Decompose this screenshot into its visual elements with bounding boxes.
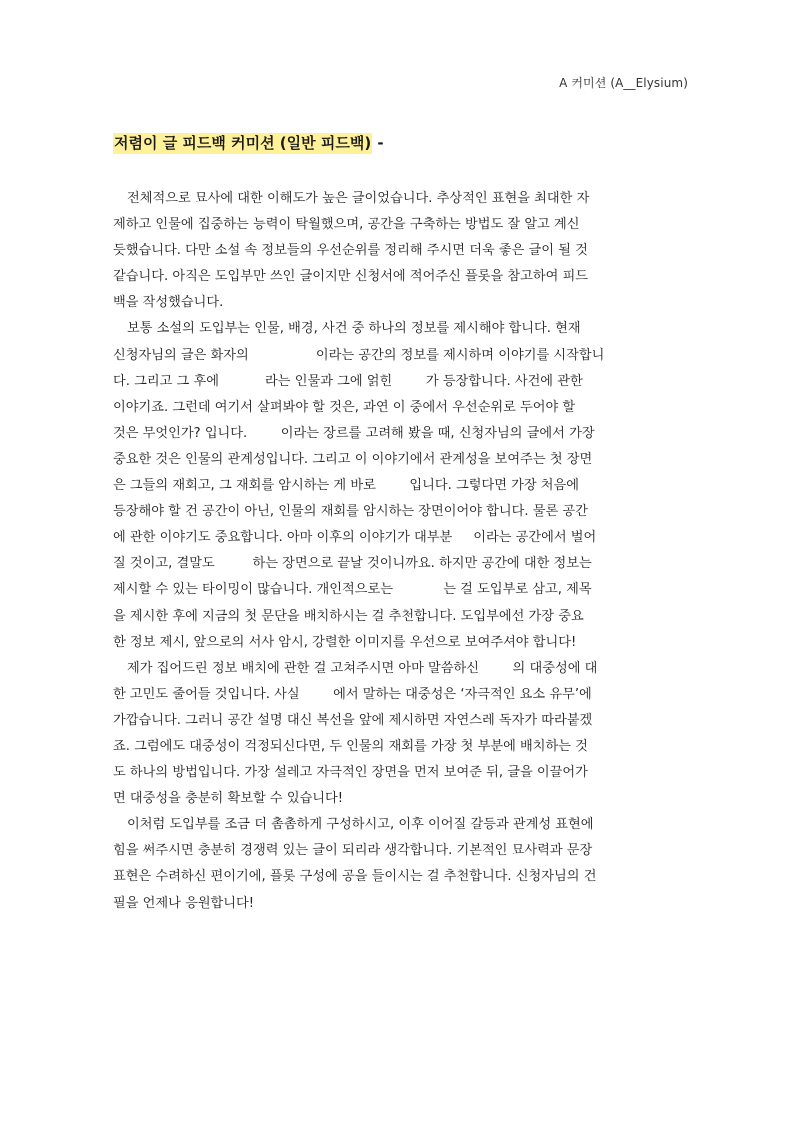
- paragraph-line: 같습니다. 아직은 도입부만 쓰인 글이지만 신청서에 적어주신 플롯을 참고하여 피드: [113, 269, 589, 285]
- document-title: [113, 132, 384, 153]
- paragraph-line: 것은 무엇인가? 입니다. 이라는 장르를 고려해 봤을 때, 신청자님의 글에서 가장: [113, 425, 595, 441]
- paragraph-line: 이처럼 도입부를 조금 더 촘촘하게 구성하시고, 이후 이어질 갈등과 관계성 표현에: [127, 817, 594, 833]
- paragraph-line: 제가 집어드린 정보 배치에 관한 걸 고쳐주시면 아마 말씀하신 의 대중성에 대: [127, 660, 598, 676]
- paragraph-line: 제하고 인물에 집중하는 능력이 탁월했으며, 공간을 구축하는 방법도 잘 알고 계신: [113, 217, 580, 233]
- paragraph-line: 을 제시한 후에 지금의 첫 문단을 배치하시는 걸 추천합니다. 도입부에선 가장 중요: [113, 608, 584, 624]
- paragraph-line: 필을 언제나 응원합니다!: [113, 895, 255, 911]
- paragraph-line: 보통 소설의 도입부는 인물, 배경, 사건 중 하나의 정보를 제시해야 합니다. 현재: [127, 321, 581, 337]
- paragraph-line: 표현은 수려하신 편이기에, 플롯 구성에 공을 들이시는 걸 추천합니다. 신청자님의 건: [113, 869, 597, 885]
- paragraph-line: 죠. 그럼에도 대중성이 걱정되신다면, 두 인물의 재회를 가장 첫 부분에 배치하는 것: [113, 738, 588, 754]
- document-header: A 커미션 (A__Elysium): [559, 76, 688, 90]
- paragraph-line: 도 하나의 방법입니다. 가장 설레고 자극적인 장면을 먼저 보여준 뒤, 글을 이끌어가: [113, 765, 588, 781]
- paragraph-line: 전체적으로 묘사에 대한 이해도가 높은 글이었습니다. 추상적인 표현을 최대한 자: [127, 191, 590, 206]
- paragraph-line: 중요한 것은 인물의 관계성입니다. 그리고 이 이야기에서 관계성을 보여주는 첫 장면: [113, 451, 593, 467]
- paragraph-line: 은 그들의 재회고, 그 재회를 암시하는 게 바로 입니다. 그렇다면 가장 처음에: [113, 478, 580, 494]
- feedback-body: [113, 186, 696, 917]
- paragraph-line: 제시할 수 있는 타이밍이 많습니다. 개인적으로는 는 걸 도입부로 삼고, 제목: [113, 582, 592, 598]
- paragraph-line: 백을 작성했습니다.: [113, 295, 224, 311]
- paragraph-line: 한 고민도 줄어들 것입니다. 사실 에서 말하는 대중성은 ‘자극적인 요소 유무’에: [113, 686, 592, 702]
- paragraph-line: 신청자님의 글은 화자의 이라는 공간의 정보를 제시하며 이야기를 시작합니: [113, 347, 605, 363]
- title-suffix: -: [372, 134, 384, 152]
- paragraph-line: 한 정보 제시, 앞으로의 서사 암시, 강렬한 이미지를 우선으로 보여주셔야 합니다!: [113, 634, 577, 650]
- paragraph-line: 힘을 써주시면 충분히 경쟁력 있는 글이 되리라 생각합니다. 기본적인 묘사력과 문장: [113, 843, 593, 859]
- paragraph-line: 질 것이고, 결말도 하는 장면으로 끝날 것이니까요. 하지만 공간에 대한 정보는: [113, 556, 592, 572]
- paragraph-line: 에 관한 이야기도 중요합니다. 아마 이후의 이야기가 대부분 이라는 공간에서 벌어: [113, 530, 597, 546]
- paragraph-line: 이야기죠. 그런데 여기서 살펴봐야 할 것은, 과연 이 중에서 우선순위로 두어야 할: [113, 399, 576, 415]
- paragraph-line: 다. 그리고 그 후에 라는 인물과 그에 얽힌 가 등장합니다. 사건에 관한: [113, 373, 583, 389]
- paragraph-line: 면 대중성을 충분히 확보할 수 있습니다!: [113, 791, 344, 807]
- paragraph-line: 듯했습니다. 다만 소설 속 정보들의 우선순위를 정리해 주시면 더욱 좋은 글이 될 것: [113, 243, 588, 259]
- title-highlight: 저렴이 글 피드백 커미션 (일반 피드백): [114, 134, 372, 152]
- paragraph-line: 가깝습니다. 그러니 공간 설명 대신 복선을 앞에 제시하면 자연스레 독자가 따라붙겠: [113, 712, 593, 728]
- paragraph-line: 등장해야 할 건 공간이 아닌, 인물의 재회를 암시하는 장면이어야 합니다. 물론 공간: [113, 504, 588, 520]
